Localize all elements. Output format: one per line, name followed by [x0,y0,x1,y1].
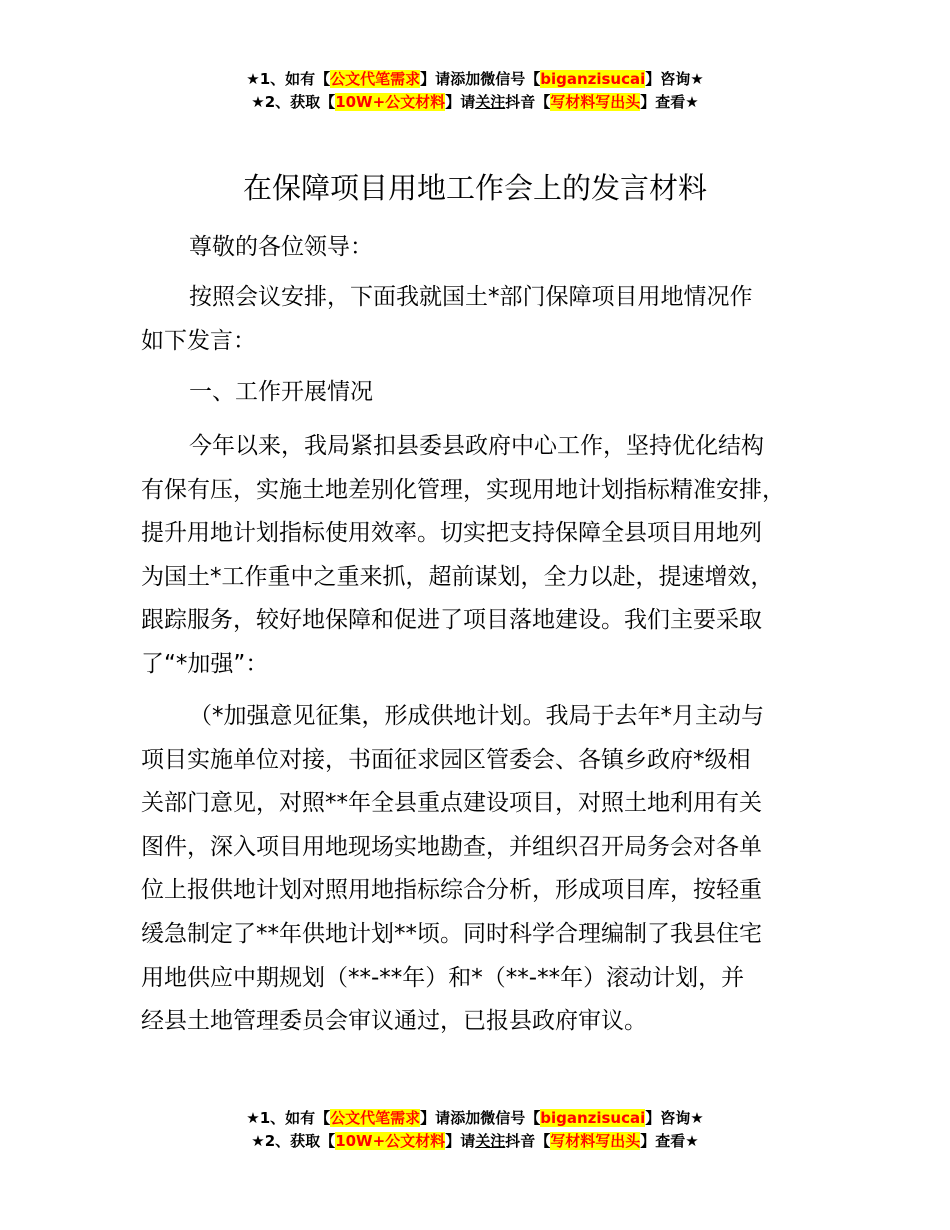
banner-text: 】咨询★ [645,1109,704,1127]
header-banner [0,68,950,114]
paragraph-line: 按照会议安排，下面我就国土*部门保障项目用地情况作 [189,284,753,310]
highlight-tag: 写材料写出头 [550,93,641,111]
intro-paragraph [141,276,831,363]
paragraph-line: 提升用地计划指标使用效率。切实把支持保障全县项目用地列 [141,520,762,547]
paragraph-line: 图件，深入项目用地现场实地勘查，并组织召开局务会对各单 [141,833,762,860]
paragraph-2 [141,695,831,1044]
banner-text: 】咨询★ [645,70,704,88]
paragraph-line: 如下发言： [141,327,256,354]
banner-text: 】请 [420,70,451,88]
paragraph-line: （*加强意见征集，形成供地计划。我局于去年*月主动与 [189,703,764,729]
banner-text: 关注 [475,93,506,111]
highlight-tag: 10W+公文材料 [335,1132,446,1150]
paragraph-line: 有保有压，实施土地差别化管理，实现用地计划指标精准安排， [141,476,785,503]
highlight-tag: 公文代笔需求 [330,70,421,88]
banner-text: 添加 [450,70,481,88]
banner-text: 】请 [420,1109,451,1127]
highlight-tag: biganzisucai [540,70,646,88]
salutation-text: 尊敬的各位领导： [189,234,373,260]
paragraph-line: 用地供应中期规划（**-**年）和*（**-**年）滚动计划，并 [141,964,745,991]
highlight-tag: 公文代笔需求 [330,1109,421,1127]
banner-text: 抖音【 [505,93,551,111]
banner-line-1 [0,1107,950,1130]
banner-text: 】查看★ [640,1132,699,1150]
paragraph-line: 跟踪服务，较好地保障和促进了项目落地建设。我们主要采取 [141,607,762,634]
banner-text: 添加 [450,1109,481,1127]
paragraph-1 [141,425,831,687]
paragraph-line: 缓急制定了**年供地计划**顷。同时科学合理编制了我县住宅 [141,920,762,947]
banner-text: 关注 [475,1132,506,1150]
highlight-tag: 写材料写出头 [550,1132,641,1150]
banner-text: 抖音【 [505,1132,551,1150]
banner-text: 】请 [445,1132,476,1150]
banner-text: ★2、获取【 [251,1132,336,1150]
paragraph-line: 项目实施单位对接，书面征求园区管委会、各镇乡政府*级相 [141,746,751,773]
paragraph-line: 关部门意见，对照**年全县重点建设项目，对照土地利用有关 [141,790,762,817]
banner-line-2 [0,91,950,114]
highlight-tag: 10W+公文材料 [335,93,446,111]
paragraph-line: 位上报供地计划对照用地指标综合分析，形成项目库，按轻重 [141,877,762,904]
banner-line-2 [0,1130,950,1153]
salutation [141,226,831,270]
paragraph-line: 了“*加强”： [141,650,269,677]
section-heading-text: 一、工作开展情况 [189,379,373,405]
paragraph-line: 今年以来，我局紧扣县委县政府中心工作，坚持优化结构 [189,433,764,459]
banner-text: ★1、如有【 [246,70,331,88]
banner-text: 微信号【 [480,1109,541,1127]
banner-text: ★1、如有【 [246,1109,331,1127]
footer-banner [0,1107,950,1153]
banner-text: ★2、获取【 [251,93,336,111]
paragraph-line: 为国土*工作重中之重来抓，超前谋划，全力以赴，提速增效， [141,563,774,590]
banner-text: 微信号【 [480,70,541,88]
section-heading [141,371,831,415]
banner-text: 】查看★ [640,93,699,111]
paragraph-line: 经县土地管理委员会审议通过，已报县政府审议。 [141,1008,647,1035]
banner-text: 】请 [445,93,476,111]
banner-line-1 [0,68,950,91]
document-title: 在保障项目用地工作会上的发言材料 [242,171,707,205]
highlight-tag: biganzisucai [540,1109,646,1127]
